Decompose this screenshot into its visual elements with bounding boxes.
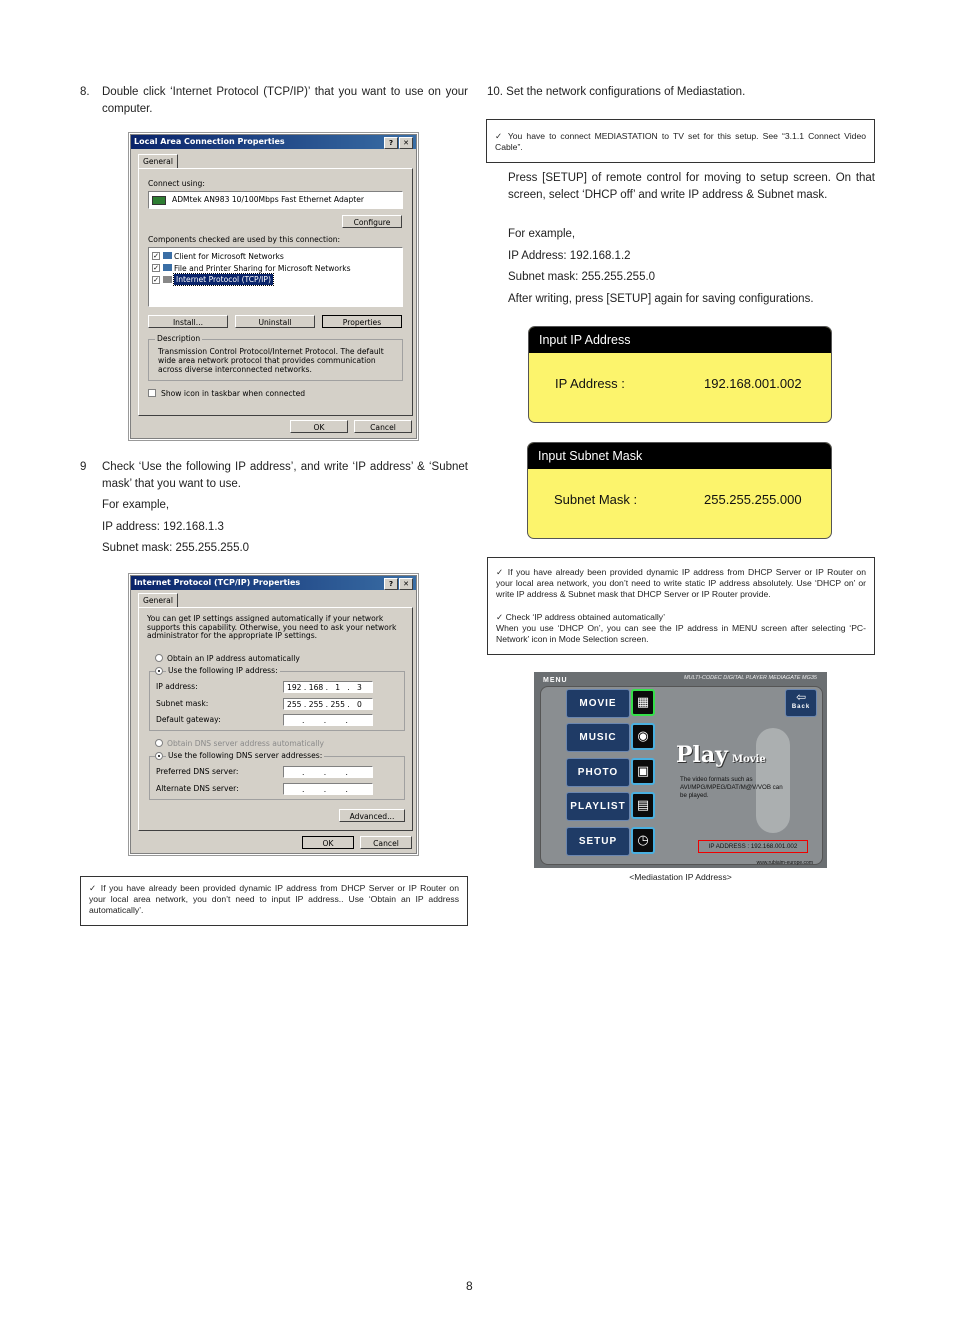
- right-subnet: Subnet mask: 255.255.255.0: [508, 271, 656, 283]
- mediastation-menu-screen: [534, 672, 827, 868]
- alternate-dns-label: Alternate DNS server:: [156, 784, 239, 793]
- properties-button[interactable]: Properties: [322, 315, 402, 328]
- input-ip-address-box: [528, 326, 832, 423]
- alternate-dns-field[interactable]: . . .: [283, 783, 373, 795]
- dhcp-note-right-c: When you use ‘DHCP On’, you can see the IP address in MENU screen after selecting ‘PC-Network’ icon in Mode Selection screen.: [496, 623, 866, 644]
- cancel-button[interactable]: Cancel: [360, 836, 412, 849]
- input-subnet-mask-box: [527, 442, 832, 539]
- step-9-number: 9: [80, 461, 87, 473]
- photo-button[interactable]: PHOTO: [566, 758, 630, 787]
- play-description: The video formats such as AVI/MPG/MPEG/DAT/M@V/VOB can be played.: [680, 776, 783, 799]
- ip-address-readout: IP ADDRESS : 192.168.001.002: [698, 840, 808, 853]
- menu-caption: <Mediastation IP Address>: [629, 872, 732, 882]
- ip-group: [149, 666, 405, 731]
- playlist-button[interactable]: PLAYLIST: [566, 792, 630, 821]
- checkbox-checked[interactable]: ✓: [153, 252, 159, 260]
- website-url: www.rubiaim-europe.com: [756, 860, 813, 866]
- music-button[interactable]: MUSIC: [566, 723, 630, 752]
- preferred-dns-field[interactable]: . . .: [283, 766, 373, 778]
- checkbox-checked[interactable]: ✓: [153, 264, 159, 272]
- show-icon-checkbox[interactable]: [148, 389, 156, 397]
- step-8-number: 8.: [80, 86, 90, 98]
- step-9-subnet: Subnet mask: 255.255.255.0: [102, 542, 250, 554]
- cancel-button[interactable]: Cancel: [354, 420, 412, 433]
- help-button[interactable]: ?: [384, 137, 398, 149]
- dns-group: [149, 751, 405, 800]
- client-icon: [163, 252, 172, 259]
- adapter-name: ADMtek AN983 10/100Mbps Fast Ethernet Adapter: [172, 195, 365, 204]
- help-button[interactable]: ?: [384, 578, 398, 590]
- close-button[interactable]: ✕: [399, 578, 413, 590]
- input-subnet-title: Input Subnet Mask: [528, 443, 831, 469]
- dialog2-title-bar: [131, 576, 416, 590]
- camera-icon[interactable]: ▣: [631, 758, 655, 785]
- obtain-ip-radio[interactable]: [155, 654, 163, 662]
- after-writing-text: After writing, press [SETUP] again for saving configurations.: [508, 293, 814, 305]
- file-sharing-icon: [163, 264, 172, 271]
- step-8-text: Double click ‘Internet Protocol (TCP/IP)’ that you want to use on your computer.: [102, 86, 468, 115]
- components-list: [148, 247, 403, 307]
- use-dns-label: Use the following DNS server addresses:: [168, 751, 323, 760]
- intro-text: You can get IP settings assigned automatically if your network supports this capability. Otherwise, you need to ask your network administrator for the appropriate IP settings.: [147, 614, 397, 640]
- ip-address-label: IP Address :: [555, 376, 625, 391]
- menu-label: MENU: [543, 677, 568, 684]
- tab-general[interactable]: General: [138, 593, 178, 608]
- subnet-mask-value[interactable]: 255.255.255.000: [704, 492, 802, 507]
- use-ip-label: Use the following IP address:: [168, 666, 278, 675]
- step-9-text: Check ‘Use the following IP address’, and write ‘IP address’ & ‘Subnet mask’ that you want to use.: [102, 461, 468, 490]
- dhcp-note-right: [487, 557, 875, 655]
- film-icon[interactable]: ▦: [631, 689, 655, 716]
- setup-button[interactable]: SETUP: [566, 827, 630, 856]
- back-arrow-icon: ⇦: [795, 690, 807, 704]
- ip-address-field[interactable]: 192 . 168 . 1 . 3: [283, 681, 373, 693]
- ok-button[interactable]: OK: [302, 836, 354, 849]
- use-ip-radio[interactable]: [155, 667, 163, 675]
- components-label: Components checked are used by this connection:: [148, 235, 341, 244]
- play-subtitle: Movie: [732, 754, 766, 765]
- preferred-dns-label: Preferred DNS server:: [156, 767, 239, 776]
- right-ip: IP Address: 192.168.1.2: [508, 250, 631, 262]
- step-9-example: For example,: [102, 499, 170, 511]
- dhcp-note-left: ✓ If you have already been provided dynamic IP address from DHCP Server or IP Router on your local area network, you don’t need to input IP address.. Use ‘Obtain an IP address automatically’.: [80, 876, 468, 926]
- component-item[interactable]: [152, 250, 399, 262]
- connect-tv-note: ✓ You have to connect MEDIASTATION to TV set for this setup. See “3.1.1 Connect Video Cable”.: [486, 119, 875, 163]
- component-label: Client for Microsoft Networks: [174, 252, 284, 261]
- description-text: Transmission Control Protocol/Internet Protocol. The default wide area network protocol that provides communication across diverse interconnected networks.: [158, 347, 384, 374]
- tcpip-properties-dialog: [130, 575, 417, 854]
- uninstall-button[interactable]: Uninstall: [235, 315, 315, 328]
- obtain-ip-label: Obtain an IP address automatically: [167, 654, 300, 663]
- install-button[interactable]: Install...: [148, 315, 228, 328]
- box-icon[interactable]: ▤: [631, 792, 655, 819]
- protocol-icon: [163, 276, 172, 283]
- checkbox-checked[interactable]: ✓: [153, 276, 159, 284]
- default-gateway-field[interactable]: . . .: [283, 714, 373, 726]
- dhcp-note-right-a: ✓ If you have already been provided dynamic IP address from DHCP Server or IP Router on your local area network, you don’t need to write static IP address absolutely. Use ‘DHCP on’ or write IP address & Subnet mask that DHCP Server or IP Router provide.: [496, 567, 866, 599]
- menu-header: MULTI-CODEC DIGITAL PLAYER MEDIAGATE MG35: [683, 675, 817, 681]
- ip-address-label: IP address:: [156, 682, 198, 691]
- local-area-connection-dialog: [130, 134, 417, 439]
- component-item-selected[interactable]: [152, 274, 399, 286]
- description-label: Description: [157, 334, 201, 343]
- connect-using-label: Connect using:: [148, 179, 205, 188]
- step-9-ip: IP address: 192.168.1.3: [102, 521, 224, 533]
- input-ip-title: Input IP Address: [529, 327, 831, 353]
- dialog1-title-bar: [131, 135, 416, 149]
- obtain-dns-radio[interactable]: [155, 739, 163, 747]
- component-item[interactable]: [152, 262, 399, 274]
- dialog2-panel: [138, 607, 413, 831]
- adapter-field: [148, 191, 403, 209]
- ip-address-value[interactable]: 192.168.001.002: [704, 376, 802, 391]
- component-label: File and Printer Sharing for Microsoft Networks: [174, 264, 351, 273]
- default-gateway-label: Default gateway:: [156, 715, 221, 724]
- network-card-icon: [152, 196, 166, 205]
- show-icon-label: Show icon in taskbar when connected: [161, 389, 306, 398]
- play-title: Play: [676, 742, 728, 768]
- subnet-mask-field[interactable]: 255 . 255 . 255 . 0: [283, 698, 373, 710]
- advanced-button[interactable]: Advanced...: [339, 809, 405, 822]
- obtain-dns-label: Obtain DNS server address automatically: [167, 739, 324, 748]
- back-label: Back: [791, 704, 811, 710]
- subnet-mask-label: Subnet mask:: [156, 699, 209, 708]
- tab-general[interactable]: General: [138, 154, 178, 169]
- clock-icon[interactable]: ◷: [631, 827, 655, 854]
- back-button[interactable]: [785, 689, 817, 717]
- configure-button[interactable]: Configure: [342, 215, 402, 228]
- page-number: 8: [466, 1279, 473, 1293]
- dhcp-note-right-b: ✓ Check ‘IP address obtained automatically’: [496, 612, 665, 622]
- description-group: [148, 334, 403, 381]
- step-10-text: 10. Set the network configurations of Mediastation.: [487, 86, 746, 98]
- use-dns-radio[interactable]: [155, 752, 163, 760]
- component-label: Internet Protocol (TCP/IP): [176, 275, 271, 284]
- movie-button[interactable]: MOVIE: [566, 689, 630, 718]
- right-example: For example,: [508, 228, 576, 240]
- setup-paragraph: Press [SETUP] of remote control for moving to setup screen. On that screen, select ‘DHCP off’ and write IP address & Subnet mask.: [508, 172, 875, 201]
- dialog1-panel: [138, 168, 413, 416]
- speaker-icon[interactable]: ◉: [631, 723, 655, 750]
- dialog2-title: Internet Protocol (TCP/IP) Properties: [134, 578, 301, 587]
- ok-button[interactable]: OK: [290, 420, 348, 433]
- dialog1-title: Local Area Connection Properties: [134, 137, 285, 146]
- close-button[interactable]: ✕: [399, 137, 413, 149]
- subnet-mask-label: Subnet Mask :: [554, 492, 638, 507]
